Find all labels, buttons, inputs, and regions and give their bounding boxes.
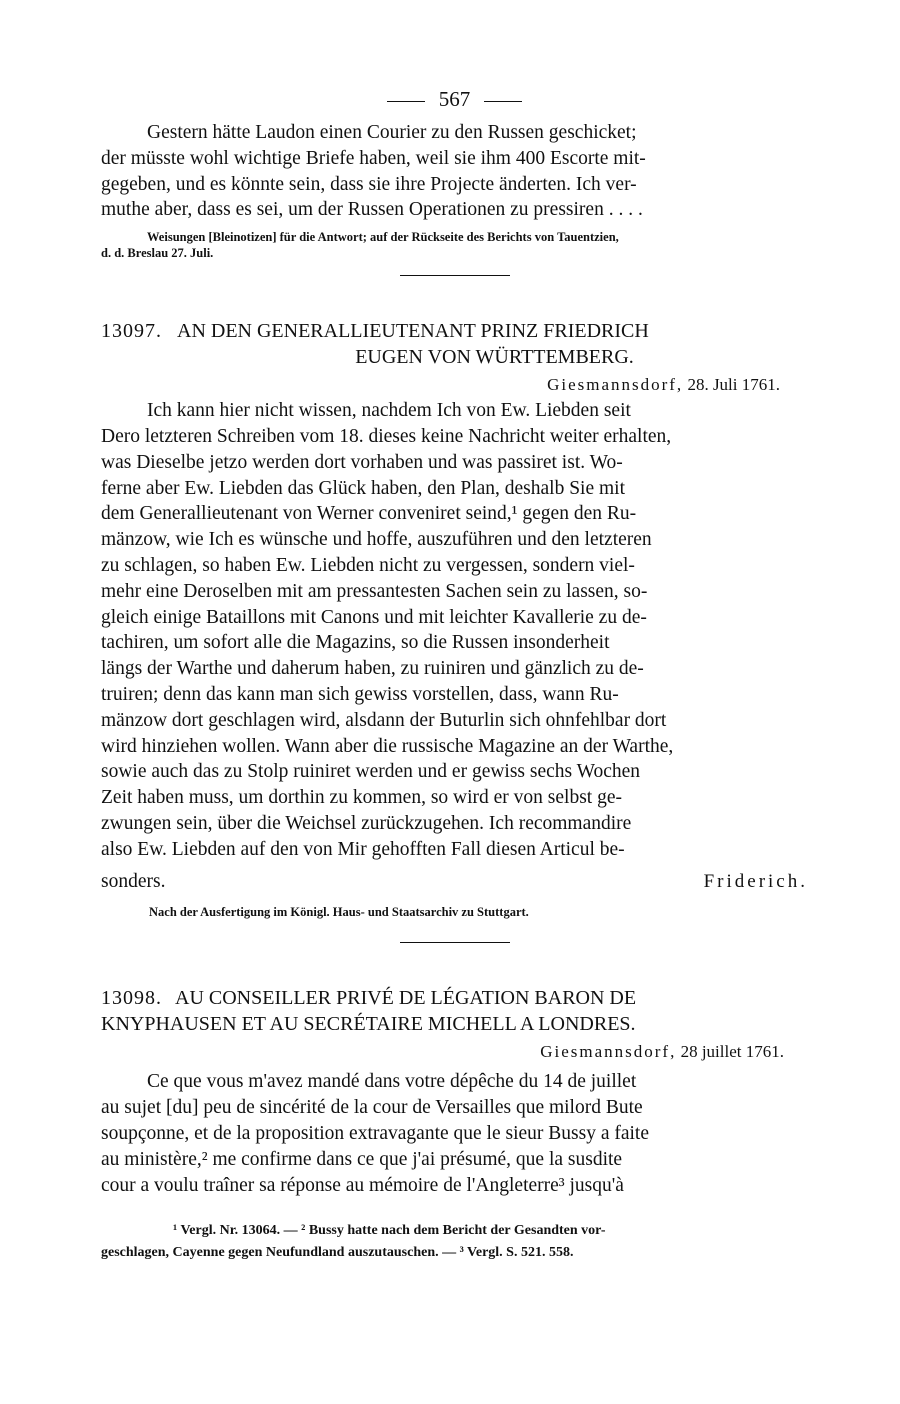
text-line: zwungen sein, über die Weichsel zurückzugehen. Ich recommandire xyxy=(101,812,632,834)
page-number-row xyxy=(101,84,808,114)
text-line: dem Generallieutenant von Werner conveniret seind,¹ gegen den Ru- xyxy=(101,503,637,525)
text-line: Ich kann hier nicht wissen, nachdem Ich von Ew. Liebden seit xyxy=(147,400,631,422)
text-line: Zeit haben muss, um dorthin zu kommen, so wird er von selbst ge- xyxy=(101,787,622,809)
doc-number: 13098. xyxy=(101,987,162,1010)
text-line: Gestern hätte Laudon einen Courier zu den Russen geschicket; xyxy=(147,122,637,143)
footnote-line: ¹ Vergl. Nr. 13064. — ² Bussy hatte nach dem Bericht der Gesandten vor- xyxy=(173,1223,606,1239)
text-line: sonders. xyxy=(101,870,166,892)
text-line: wird hinziehen wollen. Wann aber die russische Magazine an der Warthe, xyxy=(101,735,674,757)
doc-heading xyxy=(101,318,808,344)
text-line: muthe aber, dass es sei, um der Russen Operationen zu pressiren . . . . xyxy=(101,199,643,221)
note-line: Weisungen [Bleinotizen] für die Antwort; auf der Rückseite des Berichts von Tauentzien, xyxy=(147,230,619,245)
doc-13097 xyxy=(101,318,808,920)
dateline-place: Giesmannsdorf, xyxy=(540,1042,677,1062)
doc-heading xyxy=(101,985,808,1011)
text-line: mänzow dort geschlagen wird, alsdann der Buturlin sich ohnfehlbar dort xyxy=(101,709,667,731)
letter-body xyxy=(101,398,808,894)
dateline xyxy=(101,374,808,396)
text-line: was Dieselbe jetzo werden dort vorhaben und was passiret ist. Wo- xyxy=(101,451,623,473)
doc-number: 13097. xyxy=(101,320,162,343)
text-line: au ministère,² me confirme dans ce que j'ai présumé, que la susdite xyxy=(101,1148,623,1170)
text-line: tachiren, um sofort alle die Magazins, so die Russen insonderheit xyxy=(101,632,610,654)
text-line: längs der Warthe und daherum haben, zu ruiniren und gänzlich zu de- xyxy=(101,658,644,680)
text-line: au sujet [du] peu de sincérité de la cour de Versailles que milord Bute xyxy=(101,1097,643,1119)
text-line: mehr eine Deroselben mit am pressantesten Sachen sein zu lassen, so- xyxy=(101,580,648,602)
doc-title-line2: EUGEN VON WÜRTTEMBERG. xyxy=(355,346,634,369)
note-line: d. d. Breslau 27. Juli. xyxy=(101,246,214,261)
page xyxy=(101,84,808,1264)
text-line: sowie auch das zu Stolp ruiniret werden und er gewiss sechs Wochen xyxy=(101,761,641,783)
text-line: cour a voulu traîner sa réponse au mémoire de l'Angleterre³ jusqu'à xyxy=(101,1174,624,1196)
text-line: Ce que vous m'avez mandé dans votre dépêche du 14 de juillet xyxy=(147,1071,637,1093)
letter-body xyxy=(101,1069,808,1198)
signature: Friderich. xyxy=(703,870,808,892)
doc-title-line1: AU CONSEILLER PRIVÉ DE LÉGATION BARON DE xyxy=(175,987,637,1010)
text-line: mänzow, wie Ich es wünsche und hoffe, auszuführen und den letzteren xyxy=(101,529,652,551)
dateline xyxy=(101,1041,808,1063)
intro-note xyxy=(101,229,808,261)
footnotes xyxy=(101,1220,808,1264)
footnote-line: geschlagen, Cayenne gegen Neufundland auszutauschen. — ³ Vergl. S. 521. 558. xyxy=(101,1245,574,1261)
section-rule xyxy=(400,942,510,943)
text-line: der müsste wohl wichtige Briefe haben, weil sie ihm 400 Escorte mit- xyxy=(101,147,646,169)
text-line: zu schlagen, so haben Ew. Liebden nicht zu vergessen, sondern viel- xyxy=(101,554,635,576)
doc-title-line1: AN DEN GENERALLIEUTENANT PRINZ FRIEDRICH xyxy=(177,320,649,343)
text-line: also Ew. Liebden auf den von Mir gehofften Fall diesen Articul be- xyxy=(101,838,625,860)
closing-row xyxy=(101,863,808,895)
dateline-place: Giesmannsdorf, xyxy=(547,375,684,395)
doc-title-line2: KNYPHAUSEN ET AU SECRÉTAIRE MICHELL A LONDRES. xyxy=(101,1013,636,1036)
dash-left xyxy=(387,101,425,102)
text-line: gleich einige Bataillons mit Canons und mit leichter Kavallerie zu de- xyxy=(101,606,647,628)
dash-right xyxy=(484,101,522,102)
doc-13098 xyxy=(101,985,808,1198)
source-note: Nach der Ausfertigung im Königl. Haus- und Staatsarchiv zu Stuttgart. xyxy=(149,905,529,920)
text-line: gegeben, und es könnte sein, dass sie ihre Projecte änderten. Ich ver- xyxy=(101,173,637,195)
intro-text xyxy=(101,120,808,223)
text-line: truiren; denn das kann man sich gewiss vorstellen, dass, wann Ru- xyxy=(101,683,619,705)
page-number: 567 xyxy=(438,87,471,111)
text-line: ferne aber Ew. Liebden das Glück haben, den Plan, deshalb Sie mit xyxy=(101,477,625,499)
section-rule xyxy=(400,275,510,276)
dateline-date: 28. Juli 1761. xyxy=(687,375,780,395)
text-line: Dero letzteren Schreiben vom 18. dieses keine Nachricht weiter erhalten, xyxy=(101,425,672,447)
text-line: soupçonne, et de la proposition extravagante que le sieur Bussy a faite xyxy=(101,1122,649,1144)
dateline-date: 28 juillet 1761. xyxy=(680,1042,784,1062)
